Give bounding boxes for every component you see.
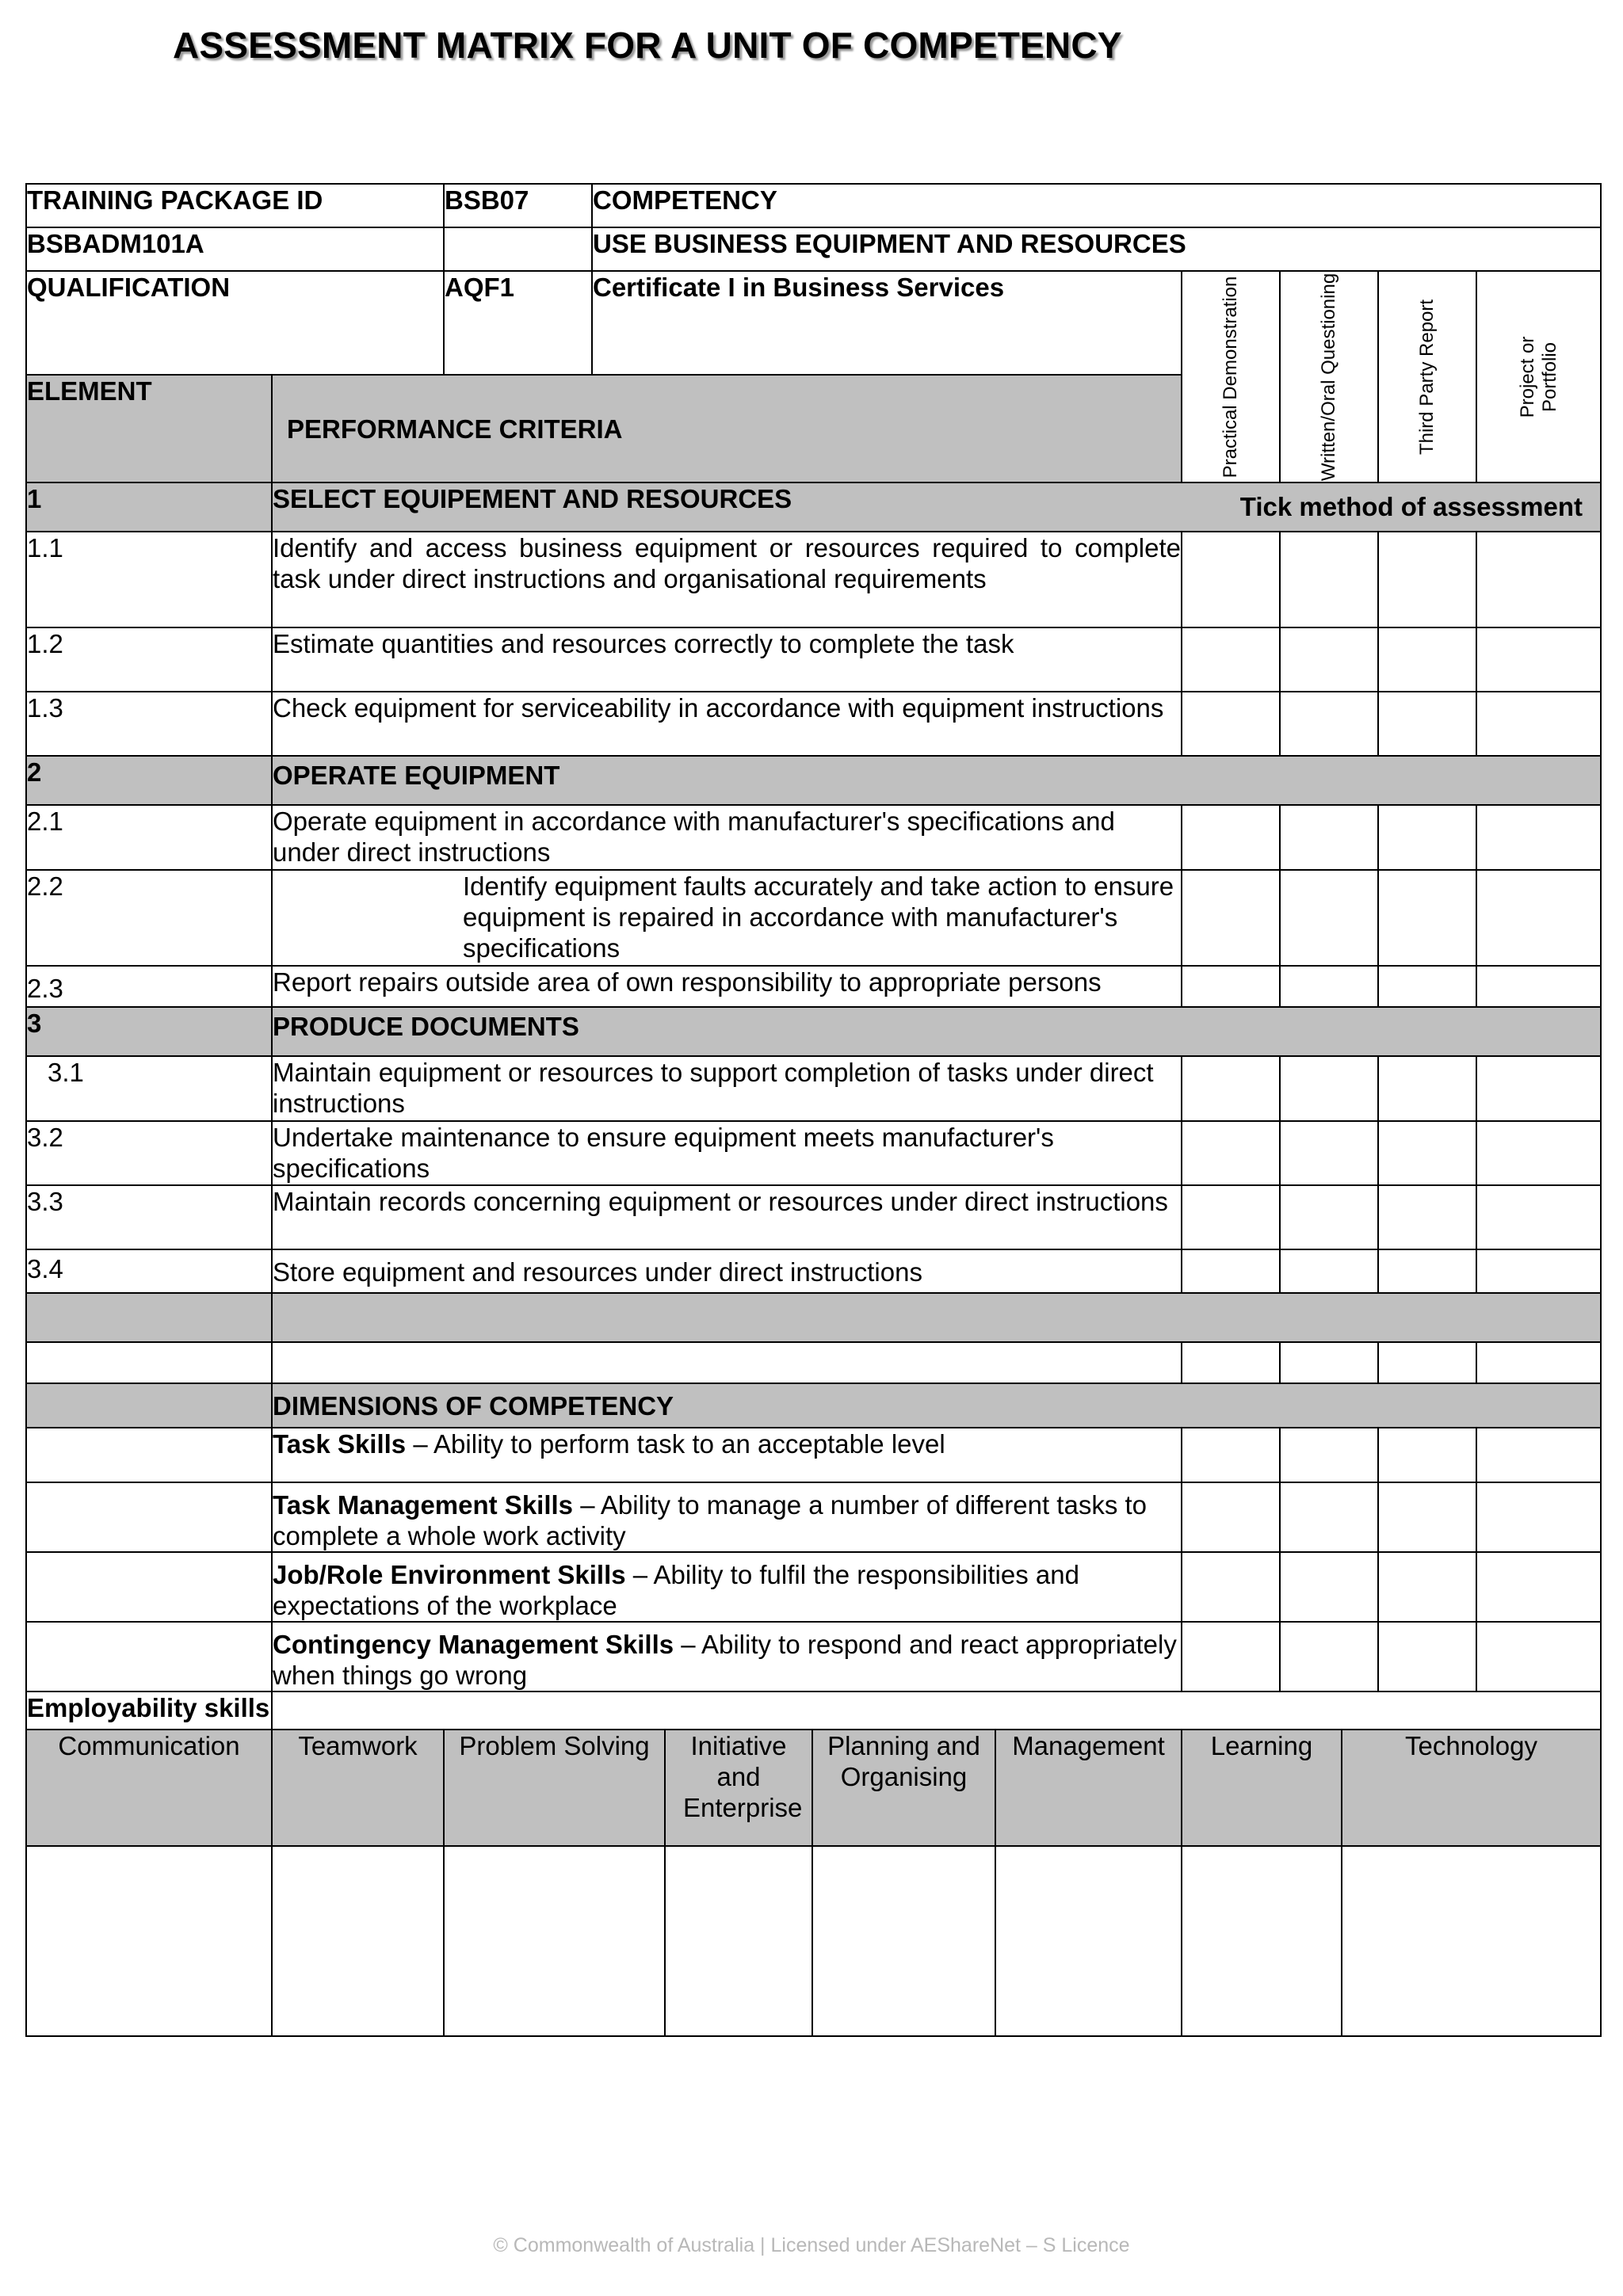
criterion-number: 3.4 [26,1249,272,1293]
dimension-text [272,1552,1182,1622]
tick-box[interactable] [1182,1121,1280,1185]
tick-method-label: Tick method of assessment [1239,492,1583,521]
tick-box[interactable] [1280,1342,1378,1383]
criterion-row [26,1249,1601,1293]
assessment-matrix-table [25,183,1602,1736]
dimensions-title: DIMENSIONS OF COMPETENCY [272,1383,1601,1428]
competency-label: COMPETENCY [592,184,1601,227]
tick-box[interactable] [1182,805,1280,870]
element-title [272,482,1601,532]
skill-communication: Communication [26,1730,272,1846]
criterion-text: Check equipment for serviceability in accordance with equipment instructions [272,692,1182,756]
element-title: PRODUCE DOCUMENTS [272,1007,1601,1056]
tick-box[interactable] [1476,870,1601,966]
blank-separator-row [26,1293,1601,1342]
element-number: 3 [26,1007,272,1056]
dimension-desc: – Ability to fulfil the responsibilities and expectations of the workplace [273,1560,1079,1620]
tick-box[interactable] [1182,1622,1280,1691]
empty-cell [26,1342,272,1383]
employability-label: Employability skills [26,1691,272,1735]
criterion-text: Maintain equipment or resources to support completion of tasks under direct instructions [272,1056,1182,1121]
tick-box[interactable] [1476,532,1601,627]
criterion-row [26,532,1601,627]
tick-box[interactable] [1378,1342,1476,1383]
criterion-text: Report repairs outside area of own responsibility to appropriate persons [272,966,1182,1007]
tick-box[interactable] [1378,532,1476,627]
aqf-level: AQF1 [444,271,592,375]
dimension-desc: – Ability to respond and react appropriately when things go wrong [273,1630,1177,1690]
skill-initiative: Initiative and Enterprise [665,1730,812,1846]
criterion-text: Identify equipment faults accurately and take action to ensure equipment is repaired in accordance with manufacturer's specifications [272,870,1182,966]
skill-entry-cell[interactable] [1182,1846,1342,2036]
dimension-name: Contingency Management Skills [273,1630,674,1659]
blank-row [26,1342,1601,1383]
method-project-header [1476,271,1601,482]
tick-box[interactable] [1182,692,1280,756]
criterion-text: Estimate quantities and resources correctly to complete the task [272,627,1182,692]
criterion-number: 2.1 [26,805,272,870]
method-practical-label: Practical Demonstration [1220,276,1241,478]
tick-box[interactable] [1280,1249,1378,1293]
method-third-party-label: Third Party Report [1416,299,1438,455]
tick-box[interactable] [1182,532,1280,627]
tick-box[interactable] [1280,870,1378,966]
criterion-number: 1.3 [26,692,272,756]
tick-box[interactable] [1280,1428,1378,1482]
criterion-number: 1.2 [26,627,272,692]
criterion-text: Identify and access business equipment or resources required to complete task under direct instructions and organisational requirements [272,532,1182,627]
tick-box[interactable] [1182,1482,1280,1552]
tick-box[interactable] [1182,870,1280,966]
tick-box[interactable] [1182,1342,1280,1383]
empty-cell [26,1293,272,1342]
tick-box[interactable] [1182,1185,1280,1249]
dimension-row [26,1482,1601,1552]
skill-teamwork: Teamwork [272,1730,444,1846]
tick-box[interactable] [1182,627,1280,692]
empty-cell [26,1622,272,1691]
tick-box[interactable] [1378,1428,1476,1482]
tick-box[interactable] [1476,1249,1601,1293]
tick-box[interactable] [1378,870,1476,966]
criterion-row [26,1056,1601,1121]
tick-box[interactable] [1476,1342,1601,1383]
tick-box[interactable] [1378,692,1476,756]
skill-entry-cell[interactable] [26,1846,272,2036]
tick-box[interactable] [1280,627,1378,692]
tick-box[interactable] [1476,1056,1601,1121]
element-label: ELEMENT [26,375,272,482]
criterion-row [26,805,1601,870]
tick-box[interactable] [1476,1482,1601,1552]
tick-box[interactable] [1280,805,1378,870]
skill-entry-cell[interactable] [995,1846,1182,2036]
tick-box[interactable] [1476,692,1601,756]
dimension-name: Task Skills [273,1429,407,1459]
tick-box[interactable] [1378,805,1476,870]
tick-box[interactable] [1280,1622,1378,1691]
criterion-row [26,627,1601,692]
tick-box[interactable] [1280,1482,1378,1552]
package-code: BSB07 [444,184,592,227]
dimension-name: Job/Role Environment Skills [273,1560,626,1589]
unit-title: USE BUSINESS EQUIPMENT AND RESOURCES [592,227,1601,271]
tick-box[interactable] [1378,1622,1476,1691]
tick-box[interactable] [1378,1552,1476,1622]
skill-management: Management [995,1730,1182,1846]
criterion-text: Store equipment and resources under direct instructions [272,1249,1182,1293]
tick-box[interactable] [1280,532,1378,627]
tick-box[interactable] [1280,1185,1378,1249]
tick-box[interactable] [1476,1622,1601,1691]
tick-box[interactable] [1476,805,1601,870]
empty-cell [26,1428,272,1482]
empty-cell [444,227,592,271]
tick-box[interactable] [1280,966,1378,1007]
dimension-desc: – Ability to manage a number of different tasks to complete a whole work activity [273,1490,1148,1550]
method-project-label: Project or Portfolio [1516,336,1560,418]
method-written-label: Written/Oral Questioning [1318,273,1339,481]
tick-box[interactable] [1476,1185,1601,1249]
method-practical-header [1182,271,1280,482]
tick-box[interactable] [1280,1056,1378,1121]
criterion-number: 2.2 [26,870,272,966]
tick-box[interactable] [1182,1552,1280,1622]
criterion-number: 3.1 [26,1056,272,1121]
tick-box[interactable] [1476,966,1601,1007]
element-number: 2 [26,756,272,805]
tick-box[interactable] [1182,1249,1280,1293]
skill-entry-cell[interactable] [444,1846,665,2036]
method-written-header [1280,271,1378,482]
criterion-row [26,966,1601,1007]
skill-problem-solving: Problem Solving [444,1730,665,1846]
criterion-row [26,1121,1601,1185]
tick-box[interactable] [1378,1185,1476,1249]
tick-box[interactable] [1476,1428,1601,1482]
dimension-desc: – Ability to perform task to an acceptable level [406,1429,945,1459]
copyright-footer: © Commonwealth of Australia | Licensed under AEShareNet – S Licence [493,2234,1130,2256]
tick-box[interactable] [1378,1056,1476,1121]
tick-box[interactable] [1378,1121,1476,1185]
employability-entry-row [26,1846,1601,2036]
criterion-row [26,692,1601,756]
tick-box[interactable] [1182,1428,1280,1482]
qualification-name: Certificate I in Business Services [592,271,1182,375]
tick-box[interactable] [1280,692,1378,756]
criterion-text: Undertake maintenance to ensure equipment meets manufacturer's specifications [272,1121,1182,1185]
qualification-label: QUALIFICATION [26,271,444,375]
skill-entry-cell[interactable] [665,1846,812,2036]
criterion-number: 2.3 [26,966,272,1007]
dimension-row [26,1622,1601,1691]
criterion-row [26,870,1601,966]
dimension-text [272,1482,1182,1552]
criterion-text: Operate equipment in accordance with manufacturer's specifications and under direct instructions [272,805,1182,870]
method-third-party-header [1378,271,1476,482]
tick-box[interactable] [1378,627,1476,692]
tick-box[interactable] [1182,1056,1280,1121]
tick-box[interactable] [1378,1482,1476,1552]
empty-cell [26,1482,272,1552]
skill-entry-cell[interactable] [812,1846,995,2036]
element-number: 1 [26,482,272,532]
skill-technology: Technology [1342,1730,1601,1846]
tick-box[interactable] [1476,1552,1601,1622]
training-package-id-label: TRAINING PACKAGE ID [26,184,444,227]
empty-cell [26,1383,272,1428]
dimension-text [272,1622,1182,1691]
tick-box[interactable] [1476,627,1601,692]
empty-cell [26,1552,272,1622]
tick-box[interactable] [1182,966,1280,1007]
performance-criteria-label: PERFORMANCE CRITERIA [272,375,1182,482]
tick-box[interactable] [1280,1552,1378,1622]
skill-learning: Learning [1182,1730,1342,1846]
dimension-row [26,1428,1601,1482]
skill-entry-cell[interactable] [272,1846,444,2036]
criterion-number: 3.3 [26,1185,272,1249]
element-title: OPERATE EQUIPMENT [272,756,1601,805]
element-title-text: SELECT EQUIPEMENT AND RESOURCES [273,484,792,513]
dimension-text [272,1428,1182,1482]
tick-box[interactable] [1476,1121,1601,1185]
unit-code: BSBADM101A [26,227,444,271]
dimension-name: Task Management Skills [273,1490,574,1520]
criterion-number: 3.2 [26,1121,272,1185]
tick-box[interactable] [1280,1121,1378,1185]
skill-entry-cell[interactable] [1342,1846,1601,2036]
criterion-number: 1.1 [26,532,272,627]
skill-planning: Planning and Organising [812,1730,995,1846]
empty-cell [272,1293,1601,1342]
empty-cell [272,1342,1182,1383]
tick-box[interactable] [1378,1249,1476,1293]
criterion-text: Maintain records concerning equipment or resources under direct instructions [272,1185,1182,1249]
tick-box[interactable] [1378,966,1476,1007]
document-title: ASSESSMENT MATRIX FOR A UNIT OF COMPETENCY [173,25,1122,66]
employability-skills-table [25,1729,1602,2037]
criterion-row [26,1185,1601,1249]
dimension-row [26,1552,1601,1622]
